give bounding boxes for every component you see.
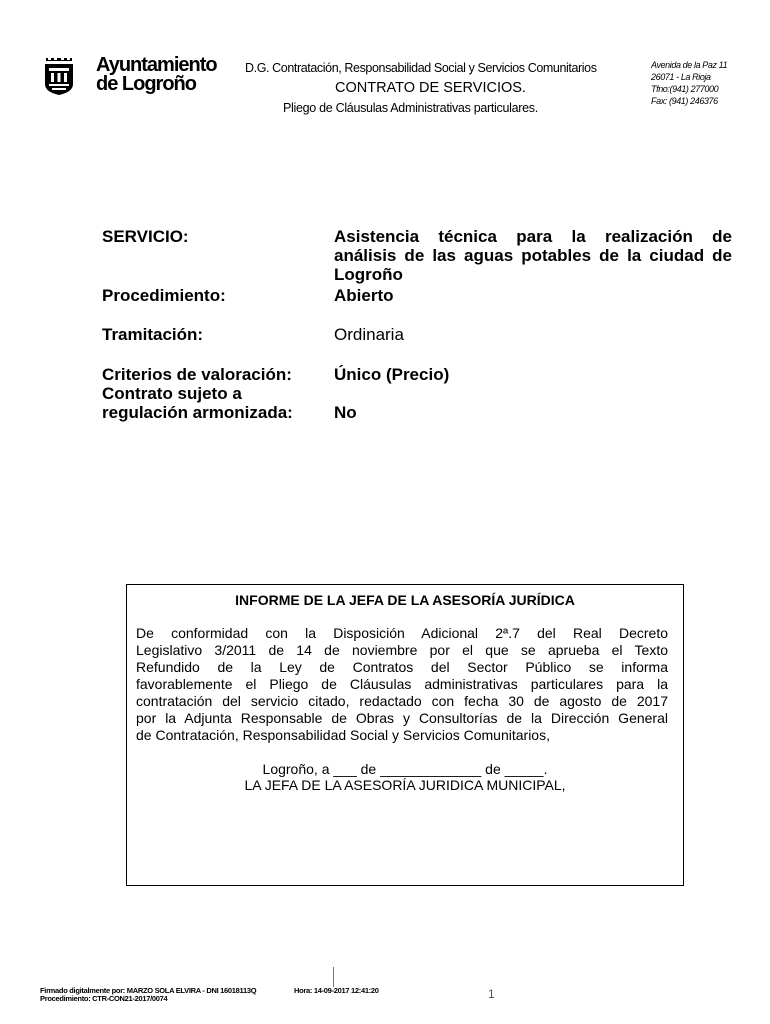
contact-address (651, 59, 727, 107)
armonizada-value: No (334, 403, 357, 422)
criterios-value: Único (Precio) (334, 365, 450, 384)
servicio-value-line1: Asistencia técnica para la realización de (334, 227, 732, 246)
footer-divider (333, 967, 334, 987)
report-date-line: Logroño, a ___ de _____________ de _____. (262, 761, 548, 777)
report-signature-line: LA JEFA DE LA ASESORÍA JURIDICA MUNICIPAL, (244, 777, 566, 793)
servicio-value (334, 227, 732, 284)
footer-time: Hora: 14-09-2017 12:41:20 (294, 986, 379, 995)
servicio-value-line3: Logroño (334, 265, 403, 284)
armonizada-label-line2: regulación armonizada: (102, 403, 293, 422)
address-phone: Tfno:(941) 277000 (651, 84, 719, 94)
organization-name-line1: Ayuntamiento (96, 54, 217, 76)
organization-name-line2: de Logroño (96, 73, 196, 95)
report-line: Legislativo 3/2011 de 14 de noviembre por el que se aprueba el Texto (136, 642, 668, 658)
tramitacion-label: Tramitación: (102, 325, 204, 344)
document-type: CONTRATO DE SERVICIOS. (335, 80, 526, 96)
footer-signed-by: Firmado digitalmente por: MARZO SOLA ELVIRA - DNI 16018113Q (40, 986, 257, 995)
legal-report-box (126, 584, 684, 886)
report-line: Refundido de la Ley de Contratos del Sector Público se informa (136, 659, 668, 675)
address-city: 26071 - La Rioja (651, 72, 711, 82)
armonizada-label-line1: Contrato sujeto a (102, 384, 242, 403)
document-subtitle: Pliego de Cláusulas Administrativas particulares. (283, 101, 538, 115)
address-fax: Fax: (941) 246376 (651, 96, 718, 106)
report-line: favorablemente el Pliego de Cláusulas administrativas particulares para la (136, 676, 668, 692)
report-line: De conformidad con la Disposición Adicional 2ª.7 del Real Decreto (136, 625, 668, 641)
report-title: INFORME DE LA JEFA DE LA ASESORÍA JURÍDICA (235, 592, 575, 608)
address-street: Avenida de la Paz 11 (651, 60, 728, 70)
armonizada-label (102, 384, 293, 422)
organization-name (96, 56, 217, 94)
procedimiento-value: Abierto (334, 286, 394, 305)
city-coat-of-arms-logo (44, 58, 74, 96)
report-line: de Contratación, Responsabilidad Social y Servicios Comunitarios, (136, 727, 550, 743)
servicio-label: SERVICIO: (102, 227, 189, 246)
department-name: D.G. Contratación, Responsabilidad Social y Servicios Comunitarios (245, 61, 597, 75)
servicio-value-line2: análisis de las aguas potables de la ciudad de (334, 246, 732, 265)
report-line: contratación del servicio citado, redactado con fecha 30 de agosto de 2017 (136, 693, 668, 709)
procedimiento-label: Procedimiento: (102, 286, 226, 305)
tramitacion-value: Ordinaria (334, 325, 404, 344)
criterios-label: Criterios de valoración: (102, 365, 292, 384)
page-number: 1 (488, 987, 495, 1001)
report-body (136, 625, 668, 744)
footer-procedure: Procedimiento: CTR-CON21-2017/0074 (40, 994, 168, 1003)
report-line: por la Adjunta Responsable de Obras y Consultorías de la Dirección General (136, 710, 668, 726)
